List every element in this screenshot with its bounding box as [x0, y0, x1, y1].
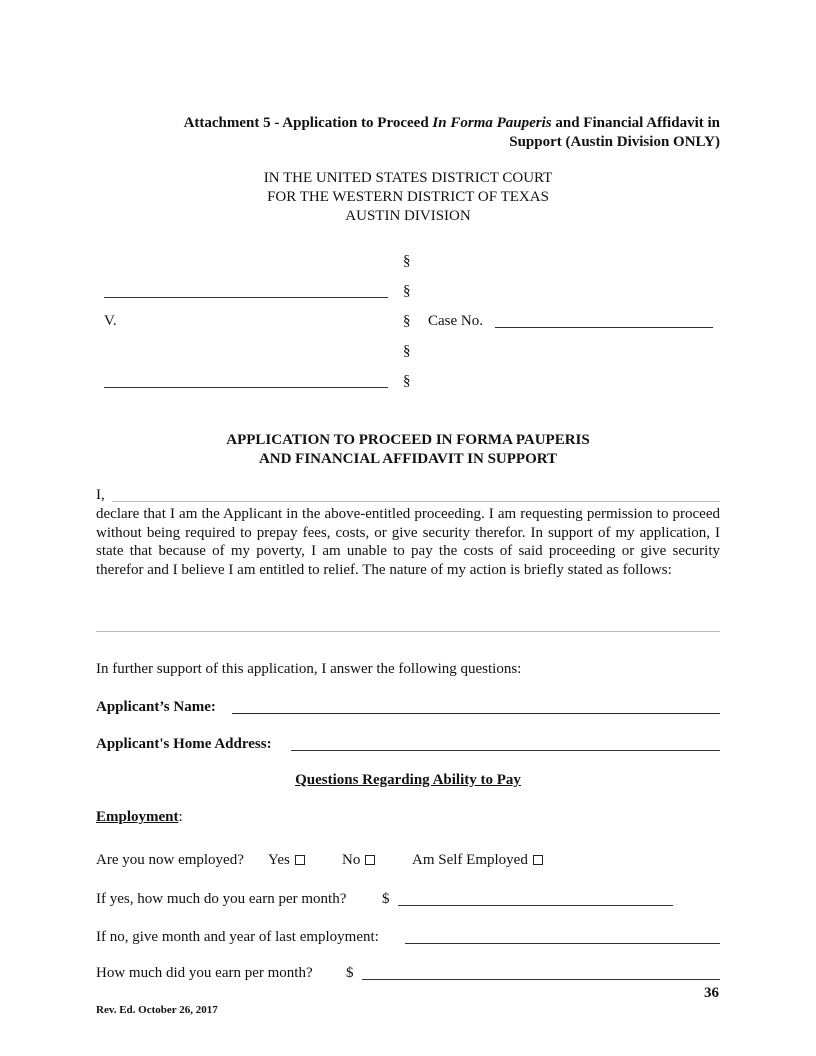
section-symbol-5: §: [403, 373, 411, 389]
section-symbol-4: §: [403, 343, 411, 359]
last-employment-line[interactable]: [405, 943, 720, 944]
court-heading: [200, 169, 616, 226]
case-no-line[interactable]: [495, 327, 713, 328]
no-label: No: [342, 852, 361, 868]
further-support-text: In further support of this application, I answer the following questions:: [96, 661, 522, 677]
section-symbol-3: §: [403, 313, 411, 329]
declaration-prefix: I,: [96, 487, 105, 503]
attachment-italic: In Forma Pauperis: [432, 115, 552, 131]
page-number: 36: [704, 985, 719, 1001]
title-line2: AND FINANCIAL AFFIDAVIT IN SUPPORT: [258, 451, 558, 467]
application-title: [100, 431, 716, 469]
declarant-name-line[interactable]: [112, 501, 720, 502]
versus-label: V.: [104, 313, 117, 329]
attachment-suffix: and Financial Affidavit in: [551, 115, 720, 131]
attachment-title: [100, 114, 720, 152]
employment-colon: :: [178, 809, 183, 825]
section-symbol-2: §: [403, 283, 411, 299]
applicant-address-line[interactable]: [291, 750, 720, 751]
no-option[interactable]: [342, 852, 375, 869]
last-employment-question: If no, give month and year of last employment:: [96, 929, 379, 945]
nature-of-action-line[interactable]: [96, 631, 720, 632]
earn-dollar-sign: $: [382, 891, 390, 907]
applicant-name-line[interactable]: [232, 713, 720, 714]
questions-heading-wrap: [0, 772, 816, 789]
attachment-line2: Support (Austin Division ONLY): [509, 134, 720, 150]
questions-heading: Questions Regarding Ability to Pay: [295, 772, 521, 788]
defendant-line[interactable]: [104, 387, 388, 388]
employed-question: Are you now employed?: [96, 852, 244, 868]
declaration-body: declare that I am the Applicant in the above-entitled proceeding. I am requesting permission to proceed without being required to prepay fees, costs, or give security therefor. In support of my application, I state that because of my poverty, I am unable to pay the costs of said proceeding or give security therefor and I believe I am entitled to relief. The nature of my action is briefly stated as follows:: [96, 506, 720, 578]
self-employed-checkbox[interactable]: [533, 855, 543, 865]
earned-per-month-line[interactable]: [362, 979, 720, 980]
earn-per-month-line[interactable]: [398, 905, 673, 906]
section-symbol-1: §: [403, 253, 411, 269]
earn-question: If yes, how much do you earn per month?: [96, 891, 347, 907]
attachment-prefix: Attachment 5 - Application to Proceed: [183, 115, 433, 131]
plaintiff-line[interactable]: [104, 297, 388, 298]
no-checkbox[interactable]: [365, 855, 375, 865]
title-line1: APPLICATION TO PROCEED IN FORMA PAUPERIS: [226, 432, 590, 448]
yes-option[interactable]: [268, 852, 305, 869]
applicant-address-label: Applicant's Home Address:: [96, 736, 272, 752]
yes-checkbox[interactable]: [295, 855, 305, 865]
employment-heading-wrap: [96, 809, 183, 826]
yes-label: Yes: [268, 852, 290, 868]
court-line2: FOR THE WESTERN DISTRICT OF TEXAS: [267, 189, 549, 205]
court-line3: AUSTIN DIVISION: [345, 208, 471, 224]
self-employed-option[interactable]: [412, 852, 543, 869]
revision-text: Rev. Ed. October 26, 2017: [96, 1004, 218, 1016]
earned-dollar-sign: $: [346, 965, 354, 981]
court-line1: IN THE UNITED STATES DISTRICT COURT: [263, 170, 553, 186]
employment-heading: Employment: [96, 809, 179, 825]
self-employed-label: Am Self Employed: [412, 852, 528, 868]
applicant-name-label: Applicant’s Name:: [96, 699, 216, 715]
case-no-label: Case No.: [428, 313, 483, 329]
earned-question: How much did you earn per month?: [96, 965, 313, 981]
